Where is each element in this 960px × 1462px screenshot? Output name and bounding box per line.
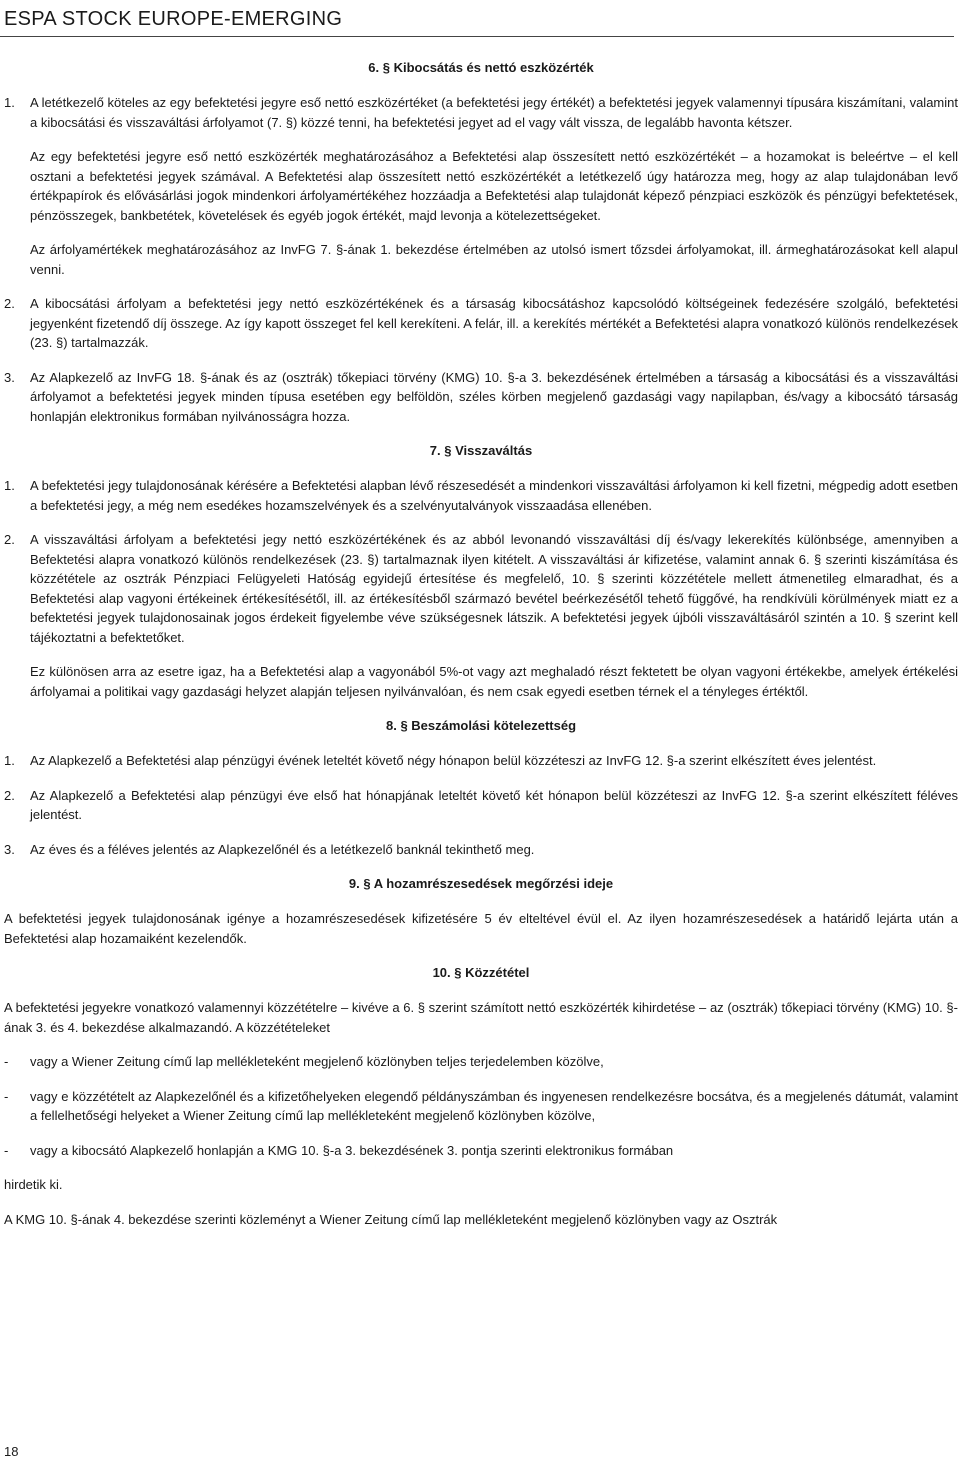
list-item-text: vagy a Wiener Zeitung című lap mellékleteként megjelenő közlönyben teljes terjedelemben közölve,	[30, 1054, 604, 1069]
paragraph-number: 2.	[4, 787, 15, 803]
paragraph-number: 2.	[4, 532, 15, 547]
page-header	[0, 0, 954, 37]
paragraph-text: Az Alapkezelő a Befektetési alap pénzügyi évének leteltét követő négy hónapon belül közzéteszi az InvFG 12. §-a szerint elkészített éves jelentést.	[30, 753, 877, 768]
paragraph-text: A letétkezelő köteles az egy befektetési jegyre eső nettó eszközértéket (a befektetési jegy értékét) a befektetési jegyek valamennyi típusára kiszámítani, valamint a kibocsátási és visszaváltási árfolyamot (7. §) közzé tenni, ha befektetési jegyet ad el vagy vált vissza, de legalább havonta kétszer.	[30, 95, 958, 130]
section-10-paragraph-2: hirdetik ki.	[4, 1177, 63, 1192]
list-item-text: vagy a kibocsátó Alapkezelő honlapján a KMG 10. §-a 3. bekezdésének 3. pontja szerinti elektronikus formában	[30, 1142, 674, 1158]
section-8-heading: 8. § Beszámolási kötelezettség	[385, 718, 577, 733]
section-7-heading: 7. § Visszaváltás	[429, 443, 533, 458]
section-8-paragraph-1	[4, 751, 958, 771]
section-7-paragraph-2	[4, 530, 958, 647]
section-6-paragraph-1b: Az egy befektetési jegyre eső nettó eszközérték meghatározásához a Befektetési alap összesített nettó eszközértékét – a hozamokat is beleértve – el kell osztani a befektetési jegyek számával. A Befektetési alap összesített nettó eszközértékét a letétkezelő úgy határozza meg, hogy az alap tulajdonában levő értékpapírok és elővásárlási jogok mindenkori árfolyamértékéhez hozzáadja a Befektetési alap tulajdonát képező pénzpiaci eszközök és pénzügyi befektetések, pénzösszegek, bankbetétek, követelések és egyéb jogok értékét, majd levonja a kötelezettségeket.	[30, 149, 958, 223]
paragraph-text: Az Alapkezelő a Befektetési alap pénzügyi éve első hat hónapjának leteltét követő két hónapon belül közzéteszi az InvFG 12. §-a szerint elkészített féléves jelentést.	[30, 787, 958, 822]
section-6-paragraph-3	[4, 368, 958, 427]
section-6-paragraph-1c: Az árfolyamértékek meghatározásához az InvFG 7. §-ának 1. bekezdése értelmében az utolsó ismert tőzsdei árfolyamokat, ill. ármeghatározásokat kell alapul venni.	[30, 242, 958, 277]
section-7-paragraph-2b: Ez különösen arra az esetre igaz, ha a Befektetési alap a vagyonából 5%-ot vagy azt meghaladó részt fektetett be olyan vagyoni értékekbe, amelyek értékelési árfolyamai a politikai vagy gazdasági helyzet alapján teljesen nyilvánvalóan, és nem csak egyedi esetben térnek el a tényleges értéktől.	[30, 664, 958, 699]
document-body	[4, 58, 958, 1244]
list-dash: -	[4, 1088, 9, 1104]
list-dash: -	[4, 1142, 9, 1158]
section-6-heading: 6. § Kibocsátás és nettó eszközérték	[368, 60, 594, 75]
list-item-text: vagy e közzétételt az Alapkezelőnél és a kifizetőhelyeken elegendő példányszámban és ingyenesen rendelkezésre bocsátva, és a megjelenés dátumát, valamint a fellelhetőségi helyeket a Wiener Zeitung című lap mellékleteként megjelenő közlönyben közölve,	[30, 1088, 958, 1123]
paragraph-text: A visszaváltási árfolyam a befektetési jegy nettó eszközértékének és az abból levonandó visszaváltási díj és/vagy lekerekítés különbsége, amennyiben a Befektetési alapra vonatkozó különös rendelkezések (23. §) tartalmaznak ilyen kitételt. A visszaváltási ár kifizetése, valamint annak 6. § szerinti kiszámítása és közzététele az osztrák Pénzpiaci Felügyeleti Hatóság egyidejű értesítése és megfelelő, 10. § szerinti közzététele mellett átmenetileg elmaradhat, és a Befektetési alap vagyoni értékeinek értékesítésétől, ill. az értékesítésből származó bevétel beérkezésétől tehető függővé, ha rendkívüli körülmények miatt ez a befektetési jegyek tulajdonosainak jogos érdekeit figyelembe véve szükségesnek látszik. A befektetési jegyek újbóli visszaváltásáról szintén a 10. § szerint kell tájékoztatni a befektetőket.	[30, 532, 958, 645]
paragraph-number: 3.	[4, 369, 15, 385]
paragraph-number: 2.	[4, 296, 15, 311]
section-10-list-item-2	[4, 1087, 958, 1126]
paragraph-number: 1.	[4, 95, 15, 110]
paragraph-number: 1.	[4, 478, 15, 493]
paragraph-text: Az Alapkezelő az InvFG 18. §-ának és az (osztrák) tőkepiaci törvény (KMG) 10. §-a 3. bekezdésének értelmében a társaság a kibocsátási és a visszaváltási árfolyamot a befektetési jegyek minden típusa esetében egy belföldön, széles körben megjelenő gazdasági vagy napilapban, és/vagy a kibocsátó társaság honlapján elektronikus formában nyilvánosságra hozza.	[30, 369, 958, 424]
page-number: 18	[4, 1444, 19, 1459]
section-8-paragraph-2	[4, 786, 958, 825]
paragraph-text: A befektetési jegy tulajdonosának kérésére a Befektetési alapban lévő részesedését a mindenkori visszaváltási árfolyamon ki kell fizetni, mégpedig adott esetben a befektetési jegy, a még nem esedékes hozamszelvények és a szelvényutalványok visszaadása ellenében.	[30, 478, 958, 513]
section-9-heading: 9. § A hozamrészesedések megőrzési ideje	[348, 876, 614, 891]
section-10-paragraph-1: A befektetési jegyekre vonatkozó valamennyi közzétételre – kivéve a 6. § szerint számított nettó eszközérték kihirdetése – az (osztrák) tőkepiaci törvény (KMG) 10. §-ának 3. és 4. bekezdése alkalmazandó. A közzétételeket	[4, 1000, 958, 1035]
section-10-paragraph-3: A KMG 10. §-ának 4. bekezdése szerinti közleményt a Wiener Zeitung című lap mellékleteként megjelenő közlönyben vagy az Osztrák	[4, 1211, 778, 1227]
paragraph-number: 3.	[4, 841, 15, 857]
paragraph-number: 1.	[4, 753, 15, 768]
section-10-heading: 10. § Közzététel	[432, 965, 530, 980]
section-6-paragraph-2	[4, 294, 958, 353]
section-10-list-item-3	[4, 1141, 958, 1161]
section-8-paragraph-3	[4, 840, 958, 860]
section-6-paragraph-1	[4, 93, 958, 132]
paragraph-text: A kibocsátási árfolyam a befektetési jegy nettó eszközértékének és a társaság kibocsátáshoz kapcsolódó költségeinek fedezésére szolgáló, befektetési jegyenként fizetendő díj összege. Az így kapott összeget fel kell kerekíteni. A felár, ill. a kerekítés mértékét a Befektetési alapra vonatkozó különös rendelkezések (23. §) tartalmazzák.	[30, 296, 958, 350]
document-title: ESPA STOCK EUROPE-EMERGING	[4, 8, 343, 30]
section-10-list-item-1	[4, 1052, 958, 1072]
list-dash: -	[4, 1054, 9, 1069]
section-9-paragraph: A befektetési jegyek tulajdonosának igénye a hozamrészesedések kifizetésére 5 év elteltével évül el. Az ilyen hozamrészesedések a határidő lejárta után a Befektetési alap hozamaiként kezelendők.	[4, 911, 958, 946]
paragraph-text: Az éves és a féléves jelentés az Alapkezelőnél és a letétkezelő banknál tekinthető meg.	[30, 841, 535, 857]
section-7-paragraph-1	[4, 476, 958, 515]
